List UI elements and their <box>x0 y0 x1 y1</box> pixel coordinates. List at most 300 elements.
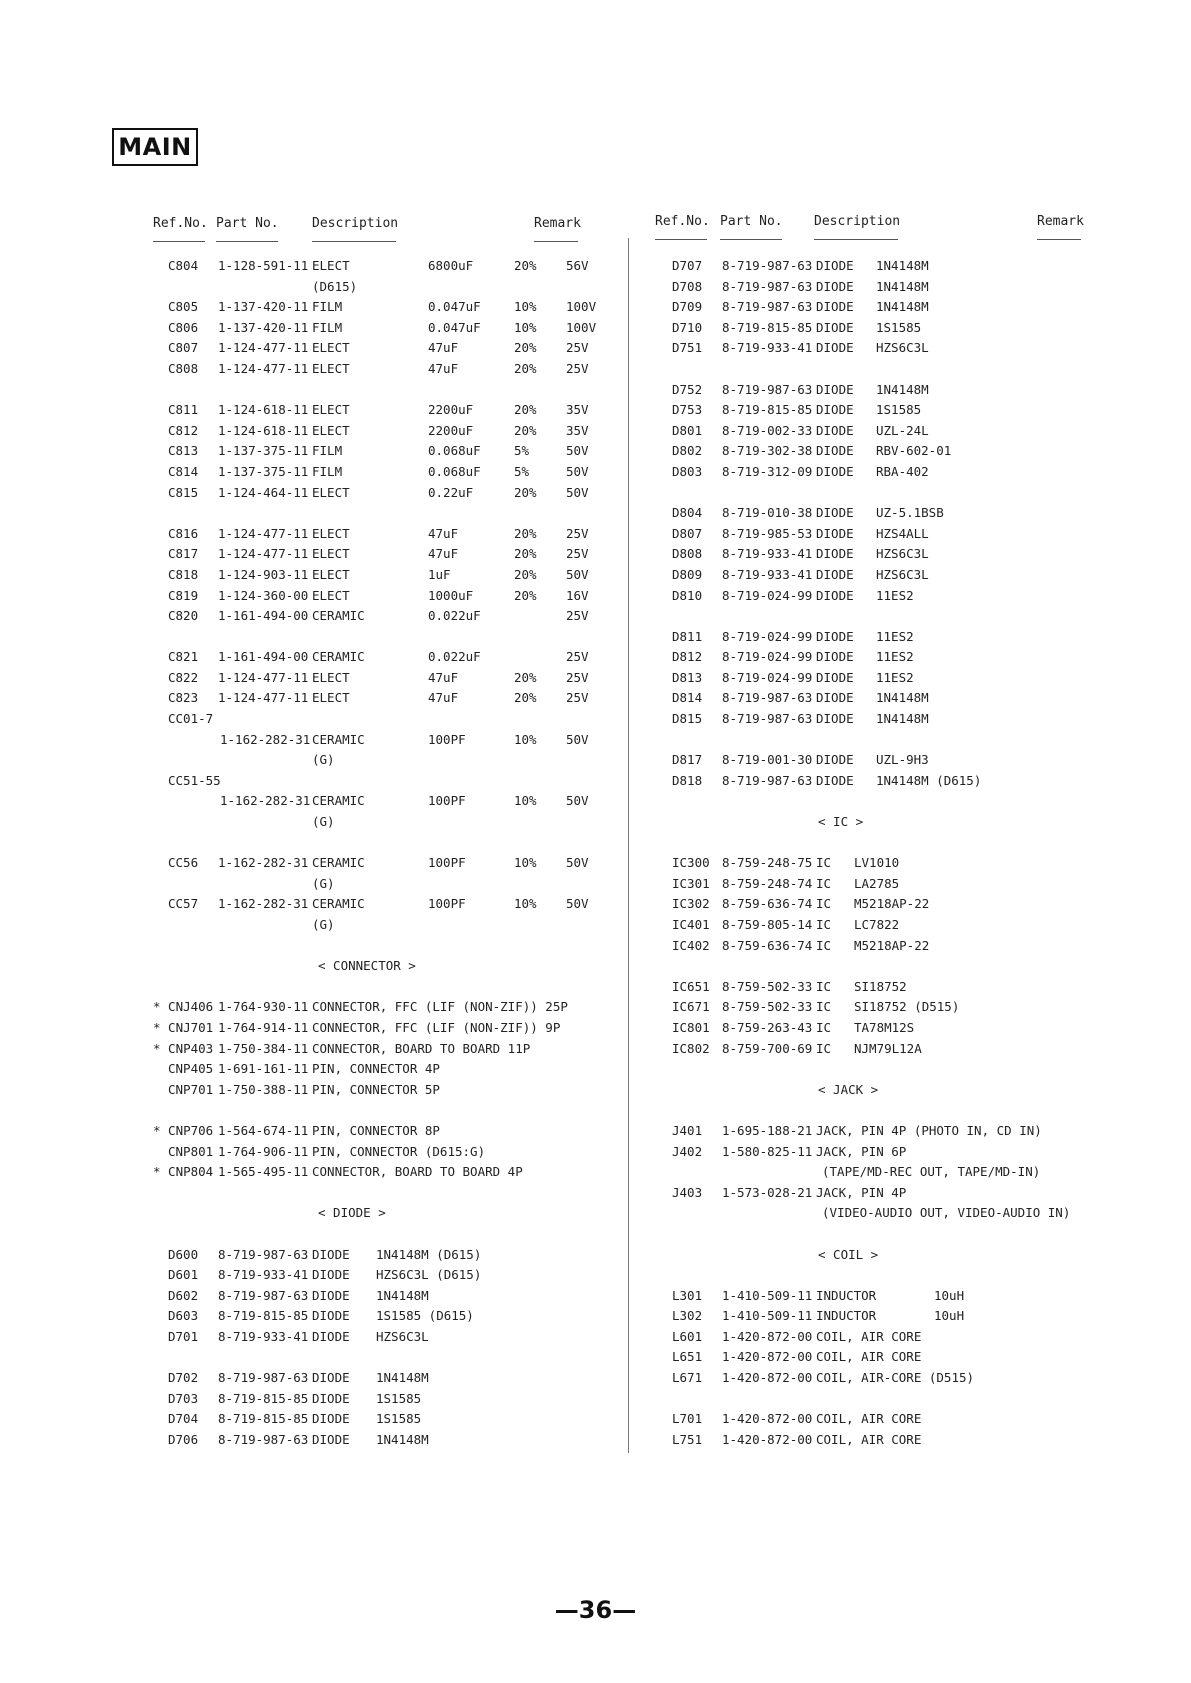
part-no: 1-573-028-21 <box>722 1184 813 1200</box>
value: (TAPE/MD-REC OUT, TAPE/MD-IN) <box>822 1164 1041 1180</box>
ref-no: C807 <box>168 340 199 356</box>
value: 1N4148M <box>876 278 929 294</box>
value: (VIDEO-AUDIO OUT, VIDEO-AUDIO IN) <box>822 1205 1071 1221</box>
ref-no: J402 <box>672 1143 703 1159</box>
section-title: MAIN <box>112 128 198 166</box>
parts-row <box>0 256 1191 277</box>
value: 47uF <box>428 340 459 356</box>
part-no: 8-719-815-85 <box>722 402 813 418</box>
ref-no: C815 <box>168 484 199 500</box>
description: (G) <box>312 917 335 932</box>
part-no: 8-719-933-41 <box>722 546 813 562</box>
part-no: 1-580-825-11 <box>722 1143 813 1159</box>
part-no: 1-124-464-11 <box>218 484 309 500</box>
parts-row <box>0 956 1191 977</box>
value: 0.047uF <box>428 319 481 335</box>
parts-row <box>0 1183 1191 1204</box>
parts-row <box>0 688 1191 709</box>
tolerance: 20% <box>514 360 537 376</box>
part-no: 1-420-872-00 <box>722 1370 813 1386</box>
part-no: 8-759-248-74 <box>722 875 813 891</box>
description: DIODE <box>312 1308 350 1324</box>
value: 1N4148M <box>876 381 929 397</box>
ref-no: D811 <box>672 628 703 644</box>
description: JACK, PIN 4P <box>816 1184 907 1200</box>
parts-row <box>0 359 1191 380</box>
value: 11ES2 <box>876 628 914 644</box>
ref-no: IC671 <box>672 999 710 1015</box>
header-ref: Ref.No. <box>153 216 208 231</box>
parts-row <box>0 1409 1191 1430</box>
part-no: 8-719-302-38 <box>722 443 813 459</box>
value: 47uF <box>428 525 459 541</box>
header-remark: Remark <box>1037 214 1084 229</box>
description: FILM <box>312 319 343 335</box>
rating: 50V <box>566 896 589 912</box>
description: ELECT <box>312 525 350 541</box>
description: INDUCTOR <box>816 1287 877 1303</box>
parts-row <box>0 1368 1191 1389</box>
tolerance: 20% <box>514 422 537 438</box>
ref-no: C806 <box>168 319 199 335</box>
ref-no: IC402 <box>672 937 710 953</box>
part-no: 1-410-509-11 <box>722 1308 813 1324</box>
ref-no: L671 <box>672 1370 703 1386</box>
description: CONNECTOR, BOARD TO BOARD 11P <box>312 1040 531 1056</box>
description: DIODE <box>816 422 854 438</box>
parts-row <box>0 524 1191 545</box>
part-no: 8-759-502-33 <box>722 999 813 1015</box>
description: COIL, AIR CORE <box>816 1411 922 1427</box>
rating: 25V <box>566 669 589 685</box>
header-rule <box>534 241 578 242</box>
part-no: 8-719-312-09 <box>722 463 813 479</box>
tolerance: 20% <box>514 525 537 541</box>
part-no: 1-162-282-31 <box>218 896 309 912</box>
part-no: 8-719-987-63 <box>722 278 813 294</box>
value: SI18752 (D515) <box>854 999 960 1015</box>
part-no: 1-162-282-31 <box>218 855 309 871</box>
ref-no: D701 <box>168 1328 199 1344</box>
description: DIODE <box>816 587 854 603</box>
description: COIL, AIR-CORE (D515) <box>816 1370 975 1386</box>
description: PIN, CONNECTOR 4P <box>312 1061 440 1077</box>
value: 1N4148M <box>876 299 929 315</box>
description: CERAMIC <box>312 731 365 747</box>
description: DIODE <box>312 1287 350 1303</box>
ref-no: IC801 <box>672 1019 710 1035</box>
description: (G) <box>312 814 335 830</box>
description: COIL, AIR CORE <box>816 1349 922 1365</box>
ref-no: L701 <box>672 1411 703 1427</box>
part-no: 8-719-010-38 <box>722 505 813 521</box>
ref-no: D810 <box>672 587 703 603</box>
value: 0.22uF <box>428 484 474 500</box>
value: RBV-602-01 <box>876 443 952 459</box>
rating: 100V <box>566 299 597 315</box>
description: IC <box>816 896 832 912</box>
ref-no: J403 <box>672 1184 703 1200</box>
value: 47uF <box>428 669 459 685</box>
header-remark: Remark <box>534 216 581 231</box>
ref-no: CC51-55 <box>168 772 221 788</box>
tolerance: 10% <box>514 319 537 335</box>
parts-row <box>0 1018 1191 1039</box>
ref-no: CC01-7 <box>168 711 214 727</box>
part-no: 8-719-815-85 <box>218 1390 309 1406</box>
parts-row <box>0 1059 1191 1080</box>
ref-no: CNP701 <box>168 1081 214 1097</box>
part-no: 1-124-618-11 <box>218 402 309 418</box>
tolerance: 10% <box>514 299 537 315</box>
part-no: 8-719-987-63 <box>722 690 813 706</box>
part-no: 1-161-494-00 <box>218 649 309 665</box>
part-no: 1-420-872-00 <box>722 1349 813 1365</box>
part-no: 8-719-933-41 <box>218 1328 309 1344</box>
part-no: 8-719-815-85 <box>722 319 813 335</box>
rating: 25V <box>566 608 589 624</box>
part-no: 8-719-987-63 <box>722 258 813 273</box>
value: HZS6C3L <box>876 546 929 562</box>
value: 1N4148M <box>376 1431 429 1447</box>
part-no: 1-162-282-31 <box>220 793 311 809</box>
parts-row <box>0 791 1191 812</box>
ref-no: CNP405 <box>168 1061 214 1077</box>
ref-no: C821 <box>168 649 199 665</box>
header-rule <box>216 241 278 242</box>
description: CONNECTOR, FFC (LIF (NON-ZIF)) 9P <box>312 1019 561 1035</box>
ref-no: C818 <box>168 566 199 582</box>
ref-no: D809 <box>672 566 703 582</box>
description: DIODE <box>816 299 854 315</box>
value: 47uF <box>428 546 459 562</box>
description: ELECT <box>312 360 350 376</box>
value: 0.022uF <box>428 649 481 665</box>
part-no: 8-759-636-74 <box>722 896 813 912</box>
value: M5218AP-22 <box>854 937 930 953</box>
ref-no: IC300 <box>672 855 710 871</box>
parts-row <box>0 936 1191 957</box>
tolerance: 20% <box>514 587 537 603</box>
part-no: 1-420-872-00 <box>722 1431 813 1447</box>
value: 10uH <box>934 1287 965 1303</box>
ref-no: IC301 <box>672 875 710 891</box>
header-rule <box>720 239 782 240</box>
ref-no: D600 <box>168 1246 199 1262</box>
ref-no: D708 <box>672 278 703 294</box>
value: 1N4148M (D615) <box>376 1246 482 1262</box>
description: IC <box>816 855 832 871</box>
value: 1N4148M <box>876 711 929 727</box>
description: ELECT <box>312 258 350 273</box>
rating: 50V <box>566 463 589 479</box>
description: IC <box>816 875 832 891</box>
description: DIODE <box>816 525 854 541</box>
parts-row <box>0 977 1191 998</box>
description: ELECT <box>312 566 350 582</box>
header-rule <box>814 239 898 240</box>
value: 11ES2 <box>876 587 914 603</box>
sub-header: < IC > <box>818 814 864 830</box>
header-part: Part No. <box>720 214 783 229</box>
parts-row <box>0 668 1191 689</box>
parts-row <box>0 297 1191 318</box>
part-no: 8-719-933-41 <box>722 340 813 356</box>
rating: 25V <box>566 546 589 562</box>
part-no: 8-719-987-63 <box>722 299 813 315</box>
description: < DIODE > <box>318 1205 386 1221</box>
ref-no: C814 <box>168 463 199 479</box>
ref-no: C812 <box>168 422 199 438</box>
parts-row <box>0 400 1191 421</box>
rating: 50V <box>566 793 589 809</box>
part-no: 8-719-987-63 <box>722 772 813 788</box>
description: FILM <box>312 299 343 315</box>
part-no: 8-719-933-41 <box>722 566 813 582</box>
value: 2200uF <box>428 402 474 418</box>
description: ELECT <box>312 422 350 438</box>
ref-no: C819 <box>168 587 199 603</box>
part-no: 8-759-248-75 <box>722 855 813 871</box>
parts-row <box>0 1224 1191 1245</box>
rating: 56V <box>566 258 589 273</box>
ref-no: D807 <box>672 525 703 541</box>
rating: 16V <box>566 587 589 603</box>
ref-no: D751 <box>672 340 703 356</box>
description: CERAMIC <box>312 855 365 871</box>
parts-row <box>0 565 1191 586</box>
part-no: 8-719-024-99 <box>722 649 813 665</box>
value: M5218AP-22 <box>854 896 930 912</box>
parts-row <box>0 1203 1191 1224</box>
value: SI18752 <box>854 978 907 994</box>
value: LC7822 <box>854 917 900 932</box>
rating: 35V <box>566 422 589 438</box>
ref-no: IC802 <box>672 1040 710 1056</box>
description: IC <box>816 1019 832 1035</box>
parts-row <box>0 647 1191 668</box>
value: 1000uF <box>428 587 474 603</box>
tolerance: 10% <box>514 731 537 747</box>
part-no: 1-124-903-11 <box>218 566 309 582</box>
part-no: 1-161-494-00 <box>218 608 309 624</box>
part-no: 1-691-161-11 <box>218 1061 309 1077</box>
parts-row <box>0 421 1191 442</box>
value: 47uF <box>428 690 459 706</box>
tolerance: 20% <box>514 546 537 562</box>
ref-no: L651 <box>672 1349 703 1365</box>
description: ELECT <box>312 690 350 706</box>
value: HZS4ALL <box>876 525 929 541</box>
part-no: 8-719-815-85 <box>218 1411 309 1427</box>
value: 1S1585 <box>376 1390 422 1406</box>
tolerance: 10% <box>514 855 537 871</box>
parts-row <box>0 894 1191 915</box>
part-no: 1-410-509-11 <box>722 1287 813 1303</box>
part-no: 1-124-477-11 <box>218 690 309 706</box>
rating: 25V <box>566 649 589 665</box>
ref-no: L301 <box>672 1287 703 1303</box>
description: JACK, PIN 6P <box>816 1143 907 1159</box>
parts-row <box>0 709 1191 730</box>
part-no: 1-162-282-31 <box>220 731 311 747</box>
value: 1S1585 <box>376 1411 422 1427</box>
description: DIODE <box>312 1370 350 1386</box>
value: RBA-402 <box>876 463 929 479</box>
ref-no: CC56 <box>168 855 199 871</box>
description: DIODE <box>312 1246 350 1262</box>
parts-row <box>0 544 1191 565</box>
value: HZS6C3L <box>876 566 929 582</box>
value: 1N4148M <box>876 690 929 706</box>
right-column-header <box>0 214 1191 232</box>
ref-no: C816 <box>168 525 199 541</box>
part-no: 8-719-815-85 <box>218 1308 309 1324</box>
header-ref: Ref.No. <box>655 214 710 229</box>
value: 100PF <box>428 793 466 809</box>
parts-row <box>0 1389 1191 1410</box>
parts-row <box>0 771 1191 792</box>
header-part: Part No. <box>216 216 279 231</box>
part-no: 8-759-263-43 <box>722 1019 813 1035</box>
part-no: 1-420-872-00 <box>722 1411 813 1427</box>
value: HZS6C3L <box>376 1328 429 1344</box>
description: CONNECTOR, BOARD TO BOARD 4P <box>312 1164 523 1180</box>
value: 1N4148M <box>376 1287 429 1303</box>
value: 1N4148M <box>376 1370 429 1386</box>
value: 47uF <box>428 360 459 376</box>
description: CERAMIC <box>312 649 365 665</box>
part-no: 8-719-987-63 <box>722 381 813 397</box>
rating: 50V <box>566 855 589 871</box>
description: ELECT <box>312 587 350 603</box>
description: DIODE <box>312 1431 350 1447</box>
parts-row <box>0 1121 1191 1142</box>
ref-no: D818 <box>672 772 703 788</box>
tolerance: 20% <box>514 690 537 706</box>
parts-row <box>0 1347 1191 1368</box>
part-no: 1-764-906-11 <box>218 1143 309 1159</box>
ref-no: * CNP706 <box>153 1122 214 1138</box>
ref-no: D710 <box>672 319 703 335</box>
rating: 50V <box>566 443 589 459</box>
parts-row <box>0 874 1191 895</box>
part-no: 1-750-388-11 <box>218 1081 309 1097</box>
description: DIODE <box>816 669 854 685</box>
value: 0.068uF <box>428 463 481 479</box>
value: 1N4148M <box>876 258 929 273</box>
description: IC <box>816 999 832 1015</box>
ref-no: D813 <box>672 669 703 685</box>
value: UZL-9H3 <box>876 752 929 768</box>
description: CERAMIC <box>312 608 365 624</box>
part-no: 1-764-914-11 <box>218 1019 309 1035</box>
value: 10uH <box>934 1308 965 1324</box>
parts-row <box>0 853 1191 874</box>
part-no: 1-695-188-21 <box>722 1122 813 1138</box>
rating: 25V <box>566 340 589 356</box>
part-no: 8-759-502-33 <box>722 978 813 994</box>
part-no: 1-137-375-11 <box>218 463 309 479</box>
ref-no: C811 <box>168 402 199 418</box>
description: DIODE <box>816 546 854 562</box>
parts-row <box>0 1100 1191 1121</box>
parts-row <box>0 1245 1191 1266</box>
ref-no: D703 <box>168 1390 199 1406</box>
tolerance: 20% <box>514 484 537 500</box>
description: DIODE <box>816 278 854 294</box>
description: PIN, CONNECTOR 5P <box>312 1081 440 1097</box>
value: 0.068uF <box>428 443 481 459</box>
description: DIODE <box>312 1411 350 1427</box>
description: DIODE <box>816 649 854 665</box>
description: IC <box>816 978 832 994</box>
description: DIODE <box>816 628 854 644</box>
description: ELECT <box>312 402 350 418</box>
tolerance: 20% <box>514 669 537 685</box>
ref-no: C820 <box>168 608 199 624</box>
part-no: 8-719-002-33 <box>722 422 813 438</box>
rating: 35V <box>566 402 589 418</box>
tolerance: 5% <box>514 463 530 479</box>
parts-row <box>0 627 1191 648</box>
tolerance: 10% <box>514 793 537 809</box>
ref-no: L302 <box>672 1308 703 1324</box>
ref-no: * CNJ406 <box>153 999 214 1015</box>
ref-no: D802 <box>672 443 703 459</box>
value: HZS6C3L <box>876 340 929 356</box>
value: 6800uF <box>428 258 474 273</box>
parts-row <box>0 812 1191 833</box>
parts-row <box>0 483 1191 504</box>
description: PIN, CONNECTOR (D615:G) <box>312 1143 486 1159</box>
ref-no: C813 <box>168 443 199 459</box>
description: DIODE <box>312 1328 350 1344</box>
description: DIODE <box>816 340 854 356</box>
ref-no: C805 <box>168 299 199 315</box>
ref-no: D602 <box>168 1287 199 1303</box>
value: 0.022uF <box>428 608 481 624</box>
ref-no: C808 <box>168 360 199 376</box>
ref-no: C822 <box>168 669 199 685</box>
part-no: 1-750-384-11 <box>218 1040 309 1056</box>
part-no: 8-759-636-74 <box>722 937 813 953</box>
description: INDUCTOR <box>816 1308 877 1324</box>
value: LV1010 <box>854 855 900 871</box>
ref-no: D808 <box>672 546 703 562</box>
description: DIODE <box>816 463 854 479</box>
description: DIODE <box>312 1390 350 1406</box>
description: DIODE <box>816 505 854 521</box>
ref-no: IC401 <box>672 917 710 932</box>
ref-no: * CNP403 <box>153 1040 214 1056</box>
parts-row <box>0 338 1191 359</box>
parts-row <box>0 586 1191 607</box>
ref-no: * CNP804 <box>153 1164 214 1180</box>
part-no: 8-759-700-69 <box>722 1040 813 1056</box>
description: (G) <box>312 752 335 768</box>
part-no: 8-719-024-99 <box>722 587 813 603</box>
value: 1S1585 <box>876 402 922 418</box>
ref-no: D817 <box>672 752 703 768</box>
parts-row <box>0 915 1191 936</box>
ref-no: * CNJ701 <box>153 1019 214 1035</box>
parts-row <box>0 1080 1191 1101</box>
part-no: 8-719-987-63 <box>218 1287 309 1303</box>
tolerance: 5% <box>514 443 530 459</box>
parts-row <box>0 318 1191 339</box>
description: (G) <box>312 875 335 891</box>
